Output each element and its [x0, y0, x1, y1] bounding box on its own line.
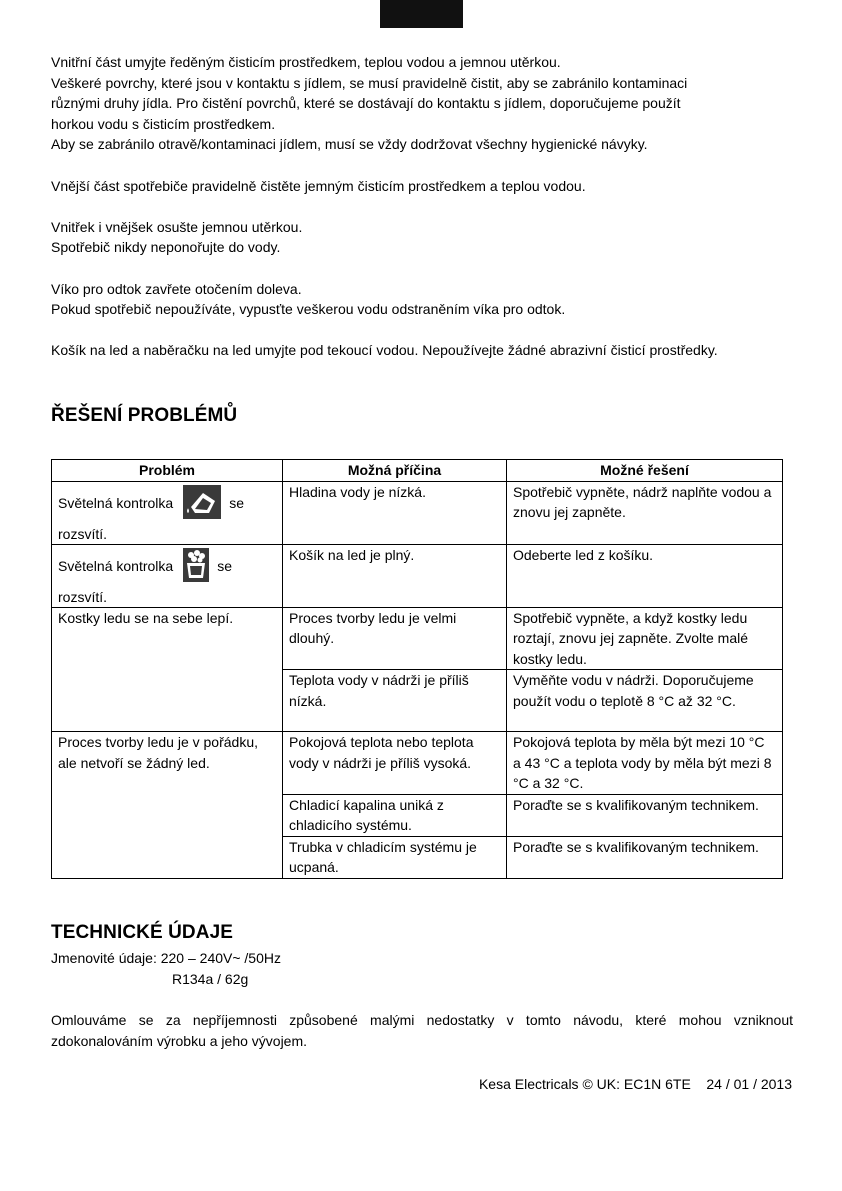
cause-cell: Proces tvorby ledu je velmi dlouhý.	[283, 607, 507, 670]
troubleshooting-table	[51, 459, 783, 879]
paragraph-line: Košík na led a naběračku na led umyjte pod tekoucí vodou. Nepoužívejte žádné abrazivní čisticí prostředky.	[51, 342, 718, 359]
column-header-cause: Možná příčina	[283, 460, 507, 482]
specs-heading: TECHNICKÉ ÚDAJE	[51, 922, 234, 943]
water-tank-icon	[183, 485, 221, 524]
problem-text: se	[217, 557, 232, 574]
footer	[479, 1076, 792, 1092]
column-header-solution: Možné řešení	[507, 460, 783, 482]
paragraph-line: Pokud spotřebič nepoužíváte, vypusťte veškerou vodu odstraněním víka pro odtok.	[51, 301, 566, 318]
table-row	[52, 607, 783, 670]
solution-cell: Spotřebič vypněte, a když kostky ledu roztají, znovu jej zapněte. Zvolte malé kostky ledu.	[507, 607, 783, 670]
problem-cell: Kostky ledu se na sebe lepí.	[52, 607, 283, 732]
troubleshooting-heading: ŘEŠENÍ PROBLÉMŮ	[51, 405, 238, 426]
problem-text: Světelná kontrolka	[58, 494, 174, 511]
table-row	[52, 544, 783, 607]
cause-cell: Chladicí kapalina uniká z chladicího systému.	[283, 794, 507, 836]
cause-cell: Pokojová teplota nebo teplota vody v nádrži je příliš vysoká.	[283, 732, 507, 795]
problem-text: rozsvítí.	[58, 588, 108, 605]
table-header-row	[52, 460, 783, 482]
solution-cell: Pokojová teplota by měla být mezi 10 °C a 43 °C a teplota vody by měla být mezi 8 °C a 32 °C.	[507, 732, 783, 795]
solution-cell: Spotřebič vypněte, nádrž naplňte vodou a znovu jej zapněte.	[507, 481, 783, 544]
paragraph-line: Veškeré povrchy, které jsou v kontaktu s jídlem, se musí pravidelně čistit, aby se zabránilo kontaminaci	[51, 74, 688, 91]
ice-basket-icon	[183, 548, 209, 587]
paragraph-line: Aby se zabránilo otravě/kontaminaci jídlem, musí se vždy dodržovat všechny hygienické návyky.	[51, 136, 648, 153]
problem-cell	[52, 544, 283, 607]
table-row	[52, 732, 783, 795]
cause-cell: Hladina vody je nízká.	[283, 481, 507, 544]
solution-cell: Poraďte se s kvalifikovaným technikem.	[507, 836, 783, 878]
paragraph-line: horkou vodu s čisticím prostředkem.	[51, 115, 276, 132]
specs-block	[51, 948, 281, 989]
cause-cell: Trubka v chladicím systému je ucpaná.	[283, 836, 507, 878]
apology-note: Omlouváme se za nepříjemnosti způsobené malými nedostatky v tomto návodu, které mohou vzniknout zdokonalováním výrobku a jeho vývojem.	[51, 1012, 793, 1049]
page-header-tab	[380, 0, 463, 28]
problem-text: se	[229, 494, 244, 511]
paragraph-line: Vnitřek i vnějšek osušte jemnou utěrkou.	[51, 218, 303, 235]
refrigerant-value: R134a / 62g	[172, 970, 249, 987]
paragraph-line: Vnitřní část umyjte ředěným čisticím prostředkem, teplou vodou a jemnou utěrkou.	[51, 54, 561, 70]
solution-cell: Odeberte led z košíku.	[507, 544, 783, 607]
cause-cell: Košík na led je plný.	[283, 544, 507, 607]
cleaning-instructions	[51, 52, 796, 361]
problem-cell: Proces tvorby ledu je v pořádku, ale netvoří se žádný led.	[52, 732, 283, 879]
cause-cell: Teplota vody v nádrži je příliš nízká.	[283, 670, 507, 732]
problem-cell	[52, 481, 283, 544]
rated-values: Jmenovité údaje: 220 – 240V~ /50Hz	[51, 950, 281, 966]
problem-text: rozsvítí.	[58, 525, 108, 542]
column-header-problem: Problém	[52, 460, 283, 482]
table-row	[52, 481, 783, 544]
problem-text: Světelná kontrolka	[58, 557, 174, 574]
paragraph-line: Spotřebič nikdy neponořujte do vody.	[51, 239, 281, 256]
paragraph-line: Víko pro odtok zavřete otočením doleva.	[51, 280, 302, 297]
paragraph-line: Vnější část spotřebiče pravidelně čistěte jemným čisticím prostředkem a teplou vodou.	[51, 177, 586, 194]
paragraph-line: různými druhy jídla. Pro čistění povrchů, které se dostávají do kontaktu s jídlem, doporučujeme použít	[51, 95, 681, 112]
solution-cell: Vyměňte vodu v nádrži. Doporučujeme použít vodu o teplotě 8 °C až 32 °C.	[507, 670, 783, 732]
footer-date: 24 / 01 / 2013	[706, 1076, 792, 1092]
footer-company: Kesa Electricals © UK: EC1N 6TE	[478, 1076, 691, 1092]
solution-cell: Poraďte se s kvalifikovaným technikem.	[507, 794, 783, 836]
